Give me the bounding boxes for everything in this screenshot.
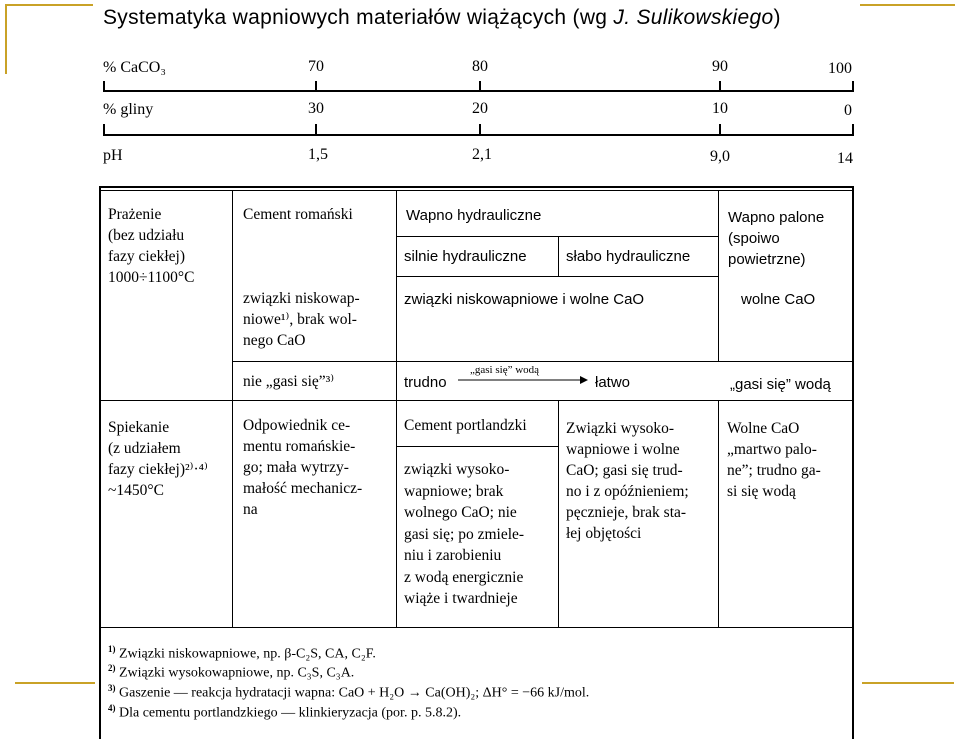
scale-tick: 2,1 [472, 146, 492, 163]
zwiazki-wysoko-cell: Związki wysoko- wapniowe i wolne CaO; gasi się trud- no i z opóźnieniem; pęcznieje, brak sta- łej objętości [566, 420, 689, 542]
footnote-2: $^{2)}$ Związki wysokowapniowe, np. C₃S, C₃A. [108, 663, 355, 681]
scale-tick: 100 [828, 60, 852, 77]
scale-tick: 10 [712, 100, 728, 117]
cement-romanski-desc: związki niskowap- niowe¹⁾, brak wol- nego CaO [243, 290, 360, 349]
footnote-4: $^{4)}$ Dla cementu portlandzkiego — klinkieryzacja (por. p. 5.8.2). [108, 703, 462, 721]
frame-bottom-left [15, 682, 95, 684]
scale-tick: 14 [837, 150, 853, 167]
latwo-label: łatwo [595, 374, 631, 391]
page-title: Systematyka wapniowych materiałów wiążących (wg J. Sulikowskiego) [103, 6, 781, 29]
scale-tick: 0 [844, 102, 852, 119]
portland-desc: związki wysoko- wapniowe; brak wolnego CaO; nie gasi się; po zmiele- niu i zarobieniu z wodą energicznie wiąże i twardnieje [404, 461, 525, 607]
arrow-right-icon [458, 375, 588, 385]
hydr-desc: związki niskowapniowe i wolne CaO [404, 291, 645, 308]
wapno-hydrauliczne-heading: Wapno hydrauliczne [406, 207, 542, 224]
gasi-sie-woda: „gasi się” wodą [730, 376, 831, 393]
cement-romanski-heading: Cement romański [243, 206, 353, 223]
trudno-label: trudno [404, 374, 447, 391]
frame-bottom-right [862, 682, 954, 684]
scale-tick: 30 [308, 100, 324, 117]
scale-tick: 70 [308, 58, 324, 75]
frame-top-left [5, 4, 93, 6]
scale-tick: 90 [712, 58, 728, 75]
frame-top-right [860, 4, 955, 6]
wapno-palone-cell: Wapno palone (spoiwo powietrzne) [728, 209, 825, 268]
spiekanie-cell: Spiekanie (z udziałem fazy ciekłej)²⁾·⁴⁾ ~1450°C [108, 419, 208, 499]
arrow-label: „gasi się” wodą [470, 364, 540, 376]
footnote-3: $^{3)}$ Gaszenie — reakcja hydratacji wapna: CaO + H₂O → Ca(OH)₂; ΔH° = −66 kJ/mol. [108, 683, 590, 701]
odpowiednik-cell: Odpowiednik ce- mentu romańskie- go; mała wytrzy- małość mechanicz- na [243, 417, 363, 518]
frame-left-top [5, 4, 7, 74]
scale-label: % gliny [103, 101, 154, 118]
scale-tick: 80 [472, 58, 488, 75]
cement-portlandzki-heading: Cement portlandzki [404, 417, 527, 434]
prazenie-cell: Prażenie (bez udziału fazy ciekłej) 1000÷1100°C [108, 206, 195, 286]
scale-tick: 20 [472, 100, 488, 117]
silnie-hydrauliczne: silnie hydrauliczne [404, 248, 527, 265]
footnote-1: $^{1)}$ Związki niskowapniowe, np. β-C₂S, CA, C₂F. [108, 644, 376, 662]
scale-tick: 9,0 [710, 148, 730, 165]
nie-gasi-sie: nie „gasi się”³⁾ [243, 373, 335, 390]
scale-label: % CaCO₃ [103, 59, 166, 76]
scale-tick: 1,5 [308, 146, 328, 163]
scale-label: pH [103, 147, 123, 164]
slabo-hydrauliczne: słabo hydrauliczne [566, 248, 691, 265]
wolne-cao: wolne CaO [741, 291, 816, 308]
wolne-martwo-cell: Wolne CaO „martwo palo- ne”; trudno ga- si się wodą [727, 420, 821, 500]
